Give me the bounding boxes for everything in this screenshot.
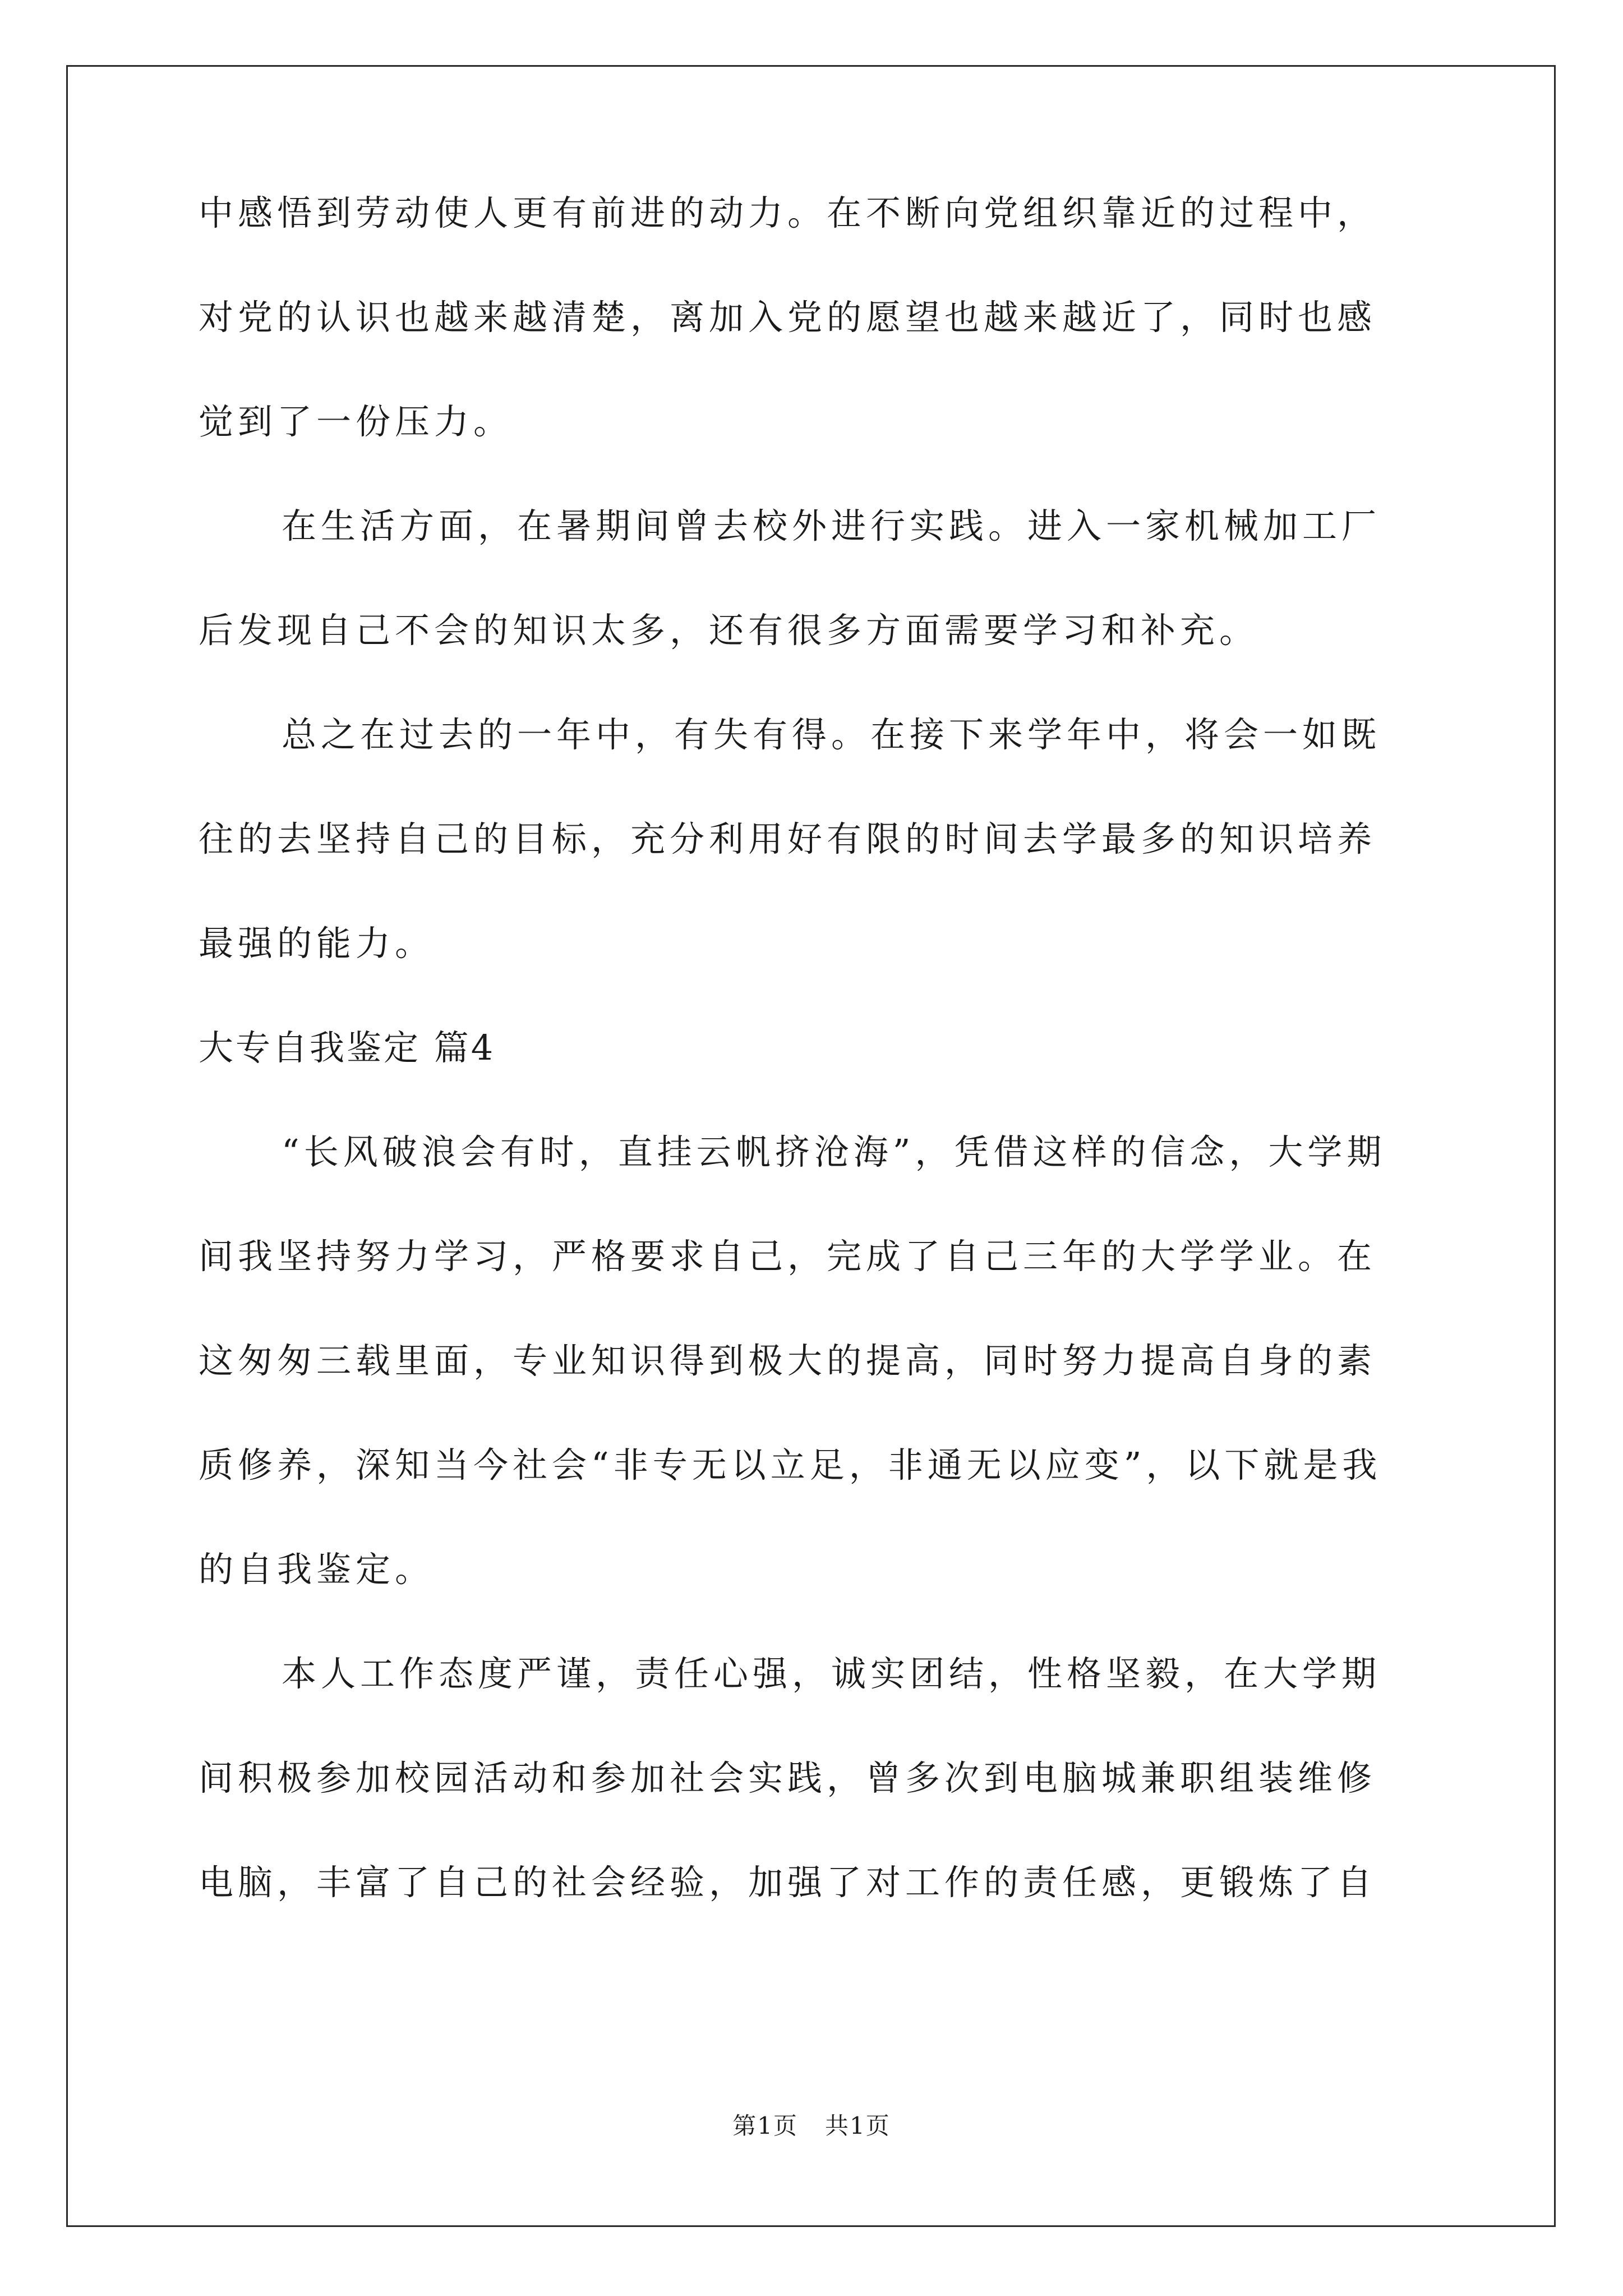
page-total: 共1页 xyxy=(825,2112,891,2139)
paragraph-line: 对党的认识也越来越清楚，离加入党的愿望也越来越近了，同时也感 xyxy=(199,297,1377,338)
paragraph-line: 在生活方面，在暑期间曾去校外进行实践。进入一家机械加工厂 xyxy=(282,505,1381,546)
paragraph-line: 电脑，丰富了自己的社会经验，加强了对工作的责任感，更锻炼了自 xyxy=(199,1862,1377,1903)
paragraph-line: 质修养，深知当今社会“非专无以立足，非通无以应变”，以下就是我 xyxy=(199,1444,1382,1485)
paragraph-line: 总之在过去的一年中，有失有得。在接下来学年中，将会一如既 xyxy=(282,714,1381,755)
paragraph-line: 后发现自己不会的知识太多，还有很多方面需要学习和补充。 xyxy=(199,610,1259,651)
section-heading: 大专自我鉴定 篇4 xyxy=(199,1027,496,1068)
paragraph-line: 的自我鉴定。 xyxy=(199,1549,435,1590)
paragraph-line: 中感悟到劳动使人更有前进的动力。在不断向党组织靠近的过程中， xyxy=(199,192,1377,233)
paragraph-line: 这匆匆三载里面，专业知识得到极大的提高，同时努力提高自身的素 xyxy=(199,1340,1377,1381)
paragraph-line: 间我坚持努力学习，严格要求自己，完成了自己三年的大学学业。在 xyxy=(199,1236,1377,1277)
paragraph-line: 最强的能力。 xyxy=(199,923,435,964)
paragraph-line: 间积极参加校园活动和参加社会实践，曾多次到电脑城兼职组装维修 xyxy=(199,1757,1377,1798)
paragraph-line: 觉到了一份压力。 xyxy=(199,401,513,442)
page-footer xyxy=(0,2109,1623,2143)
paragraph-line: 往的去坚持自己的目标，充分利用好有限的时间去学最多的知识培养 xyxy=(199,818,1377,859)
paragraph-line: 本人工作态度严谨，责任心强，诚实团结，性格坚毅，在大学期 xyxy=(282,1653,1381,1694)
paragraph-line: “长风破浪会有时，直挂云帆挤沧海”，凭借这样的信念，大学期 xyxy=(282,1131,1386,1172)
page-number: 第1页 xyxy=(732,2112,798,2139)
